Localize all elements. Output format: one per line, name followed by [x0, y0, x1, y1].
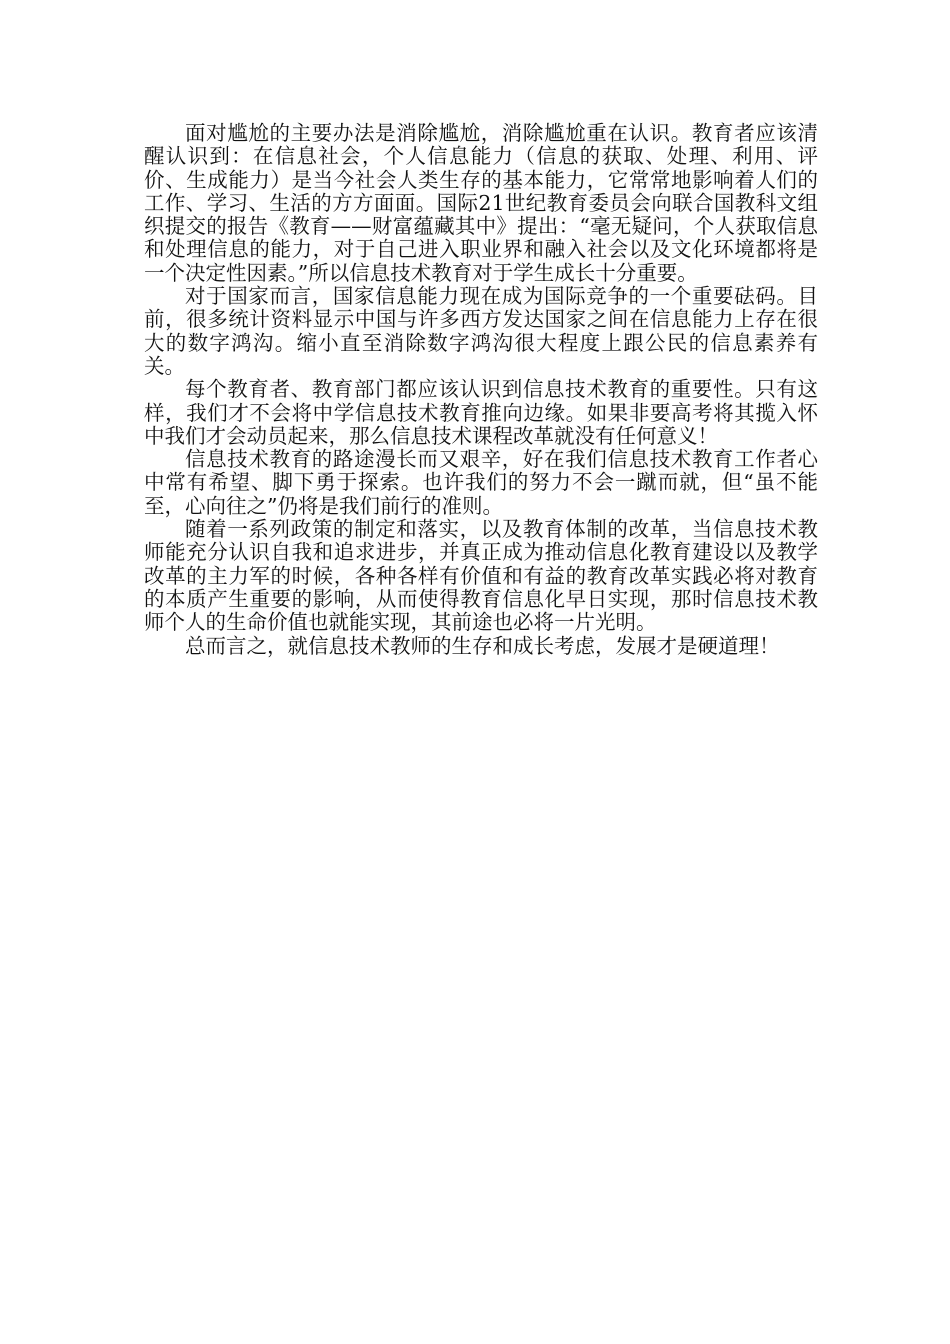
- paragraph-6: 总而言之，就信息技术教师的生存和成长考虑，发展才是硬道理！: [185, 633, 780, 658]
- paragraph-2: 对于国家而言，国家信息能力现在成为国际竞争的一个重要砝码。目前，很多统计资料显示中国与许多西方发达国家之间在信息能力上存在很大的数字鸿沟。缩小直至消除数字鸿沟很大程度上跟公民的信息素养有关。: [144, 284, 818, 378]
- paragraph-3: 每个教育者、教育部门都应该认识到信息技术教育的重要性。只有这样，我们才不会将中学信息技术教育推向边缘。如果非要高考将其揽入怀中我们才会动员起来，那么信息技术课程改革就没有任何意义！: [144, 377, 818, 448]
- paragraph-4: 信息技术教育的路途漫长而又艰辛，好在我们信息技术教育工作者心中常有希望、脚下勇于探索。也许我们的努力不会一蹴而就，但“虽不能至，心向往之”仍将是我们前行的准则。: [144, 447, 818, 518]
- document-body: [144, 122, 818, 658]
- paragraph-1: 面对尴尬的主要办法是消除尴尬，消除尴尬重在认识。教育者应该清醒认识到：在信息社会，个人信息能力（信息的获取、处理、利用、评价、生成能力）是当今社会人类生存的基本能力，它常常地影响着人们的工作、学习、生活的方方面面。国际21世纪教育委员会向联合国教科文组织提交的报告《教育——财富蕴藏其中》提出：“毫无疑问，个人获取信息和处理信息的能力，对于自己进入职业界和融入社会以及文化环境都将是一个决定性因素。”所以信息技术教育对于学生成长十分重要。: [144, 121, 818, 285]
- paragraph-5: 随着一系列政策的制定和落实，以及教育体制的改革，当信息技术教师能充分认识自我和追求进步，并真正成为推动信息化教育建设以及教学改革的主力军的时候，各种各样有价值和有益的教育改革实践必将对教育的本质产生重要的影响，从而使得教育信息化早日实现，那时信息技术教师个人的生命价值也就能实现，其前途也必将一片光明。: [144, 517, 818, 635]
